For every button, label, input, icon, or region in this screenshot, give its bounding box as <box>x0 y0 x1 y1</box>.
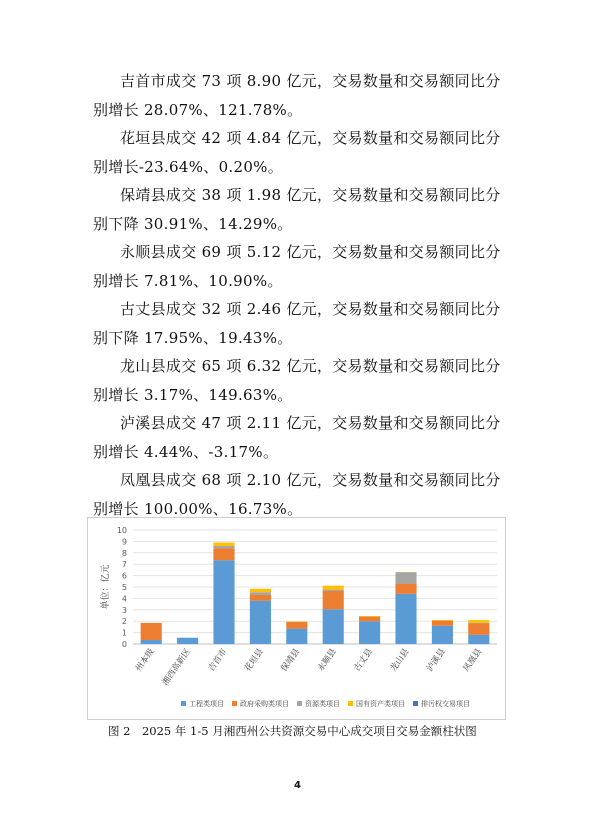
bar-segment <box>323 590 344 591</box>
y-tick-label: 9 <box>121 537 127 547</box>
bar-segment <box>213 560 234 644</box>
legend-label: 国有资产类项目 <box>356 700 405 708</box>
paragraph-line: 保靖县成交 38 项 1.98 亿元，交易数量和交易额同比分 <box>120 186 501 204</box>
paragraph-line: 泸溪县成交 47 项 2.11 亿元，交易数量和交易额同比分 <box>120 414 501 432</box>
category-label: 永顺县 <box>315 646 339 674</box>
y-axis-label: 单位：亿元 <box>101 564 111 610</box>
category-label: 州本级 <box>133 646 157 674</box>
paragraph-fenghuang <box>93 466 513 523</box>
y-tick-label: 6 <box>121 571 127 581</box>
y-tick-label: 5 <box>121 583 127 592</box>
paragraph-luxi <box>93 409 513 466</box>
bar-segment <box>286 622 307 629</box>
legend-swatch <box>232 701 237 706</box>
bar-segment <box>323 591 344 609</box>
y-tick-label: 7 <box>121 560 127 570</box>
legend-swatch <box>348 701 353 706</box>
bar-segment <box>141 640 162 644</box>
stacked-bar-chart <box>87 517 506 720</box>
category-label: 凤凰县 <box>461 646 485 674</box>
category-label: 泸溪县 <box>425 646 448 674</box>
paragraph-huayuan <box>93 124 513 181</box>
paragraph-line: 永顺县成交 69 项 5.12 亿元，交易数量和交易额同比分 <box>120 243 501 261</box>
paragraph-line: 吉首市成交 73 项 8.90 亿元，交易数量和交易额同比分 <box>120 72 501 90</box>
paragraph-line: 凤凰县成交 68 项 2.10 亿元，交易数量和交易额同比分 <box>120 471 501 489</box>
bar-segment <box>286 629 307 644</box>
legend-label: 资源类项目 <box>305 700 340 708</box>
paragraph-guzhang <box>93 295 513 352</box>
paragraph-line: 别增长 7.81%、10.90%。 <box>93 271 283 290</box>
category-label: 保靖县 <box>279 646 303 674</box>
bar-segment <box>323 609 344 644</box>
bar-segment <box>395 572 416 583</box>
bar-segment <box>432 620 453 621</box>
paragraph-longshan <box>93 352 513 409</box>
bar-segment <box>250 592 271 595</box>
category-label: 古丈县 <box>352 646 376 674</box>
legend-swatch <box>181 701 186 706</box>
paragraph-line: 别增长 4.44%、-3.17%。 <box>93 442 279 461</box>
bar-segment <box>359 617 380 622</box>
paragraph-line: 别增长 100.00%、16.73%。 <box>93 499 303 518</box>
category-label: 吉首市 <box>206 646 230 674</box>
bar-segment <box>141 623 162 640</box>
paragraph-baojing <box>93 181 513 238</box>
bar-segment <box>468 623 489 634</box>
category-label: 龙山县 <box>388 646 412 674</box>
paragraph-jishou <box>93 67 513 124</box>
bar-segment <box>468 635 489 644</box>
paragraph-line: 别增长 28.07%、121.78%。 <box>93 100 303 119</box>
y-tick-label: 4 <box>121 594 127 604</box>
bar-segment <box>468 620 489 623</box>
figure-caption: 图 2 2025 年 1-5 月湘西州公共资源交易中心成交项目交易金额柱状图 <box>108 724 477 738</box>
legend-label: 政府采购类项目 <box>240 700 289 708</box>
y-tick-label: 10 <box>116 526 127 535</box>
bar-segment <box>432 626 453 644</box>
legend-swatch <box>297 701 302 706</box>
bar-segment <box>213 548 234 560</box>
chart-canvas <box>88 518 505 719</box>
y-tick-label: 3 <box>121 605 127 615</box>
bar-segment <box>468 623 489 624</box>
legend-label: 排污权交易项目 <box>421 700 470 708</box>
paragraph-yongshun <box>93 238 513 295</box>
bar-segment <box>359 616 380 617</box>
paragraph-line: 别增长 3.17%、149.63%。 <box>93 385 293 404</box>
paragraph-line: 花垣县成交 42 项 4.84 亿元，交易数量和交易额同比分 <box>120 129 501 147</box>
bar-segment <box>395 584 416 594</box>
bar-segment <box>395 594 416 644</box>
bar-segment <box>432 621 453 626</box>
y-tick-label: 8 <box>121 548 127 558</box>
page-number: 4 <box>294 780 301 791</box>
legend-swatch <box>413 701 418 706</box>
legend-label: 工程类项目 <box>189 700 224 708</box>
paragraph-line: 别增长-23.64%、0.20%。 <box>93 157 284 176</box>
bar-segment <box>250 589 271 592</box>
paragraph-line: 龙山县成交 65 项 6.32 亿元，交易数量和交易额同比分 <box>120 357 501 375</box>
bar-segment <box>177 638 198 644</box>
bar-segment <box>250 601 271 644</box>
bar-segment <box>323 586 344 590</box>
paragraph-line: 别下降 17.95%、19.43%。 <box>93 328 293 347</box>
category-label: 湘西高新区 <box>160 646 194 688</box>
bar-segment <box>213 543 234 546</box>
y-tick-label: 0 <box>121 640 127 649</box>
bar-segment <box>213 546 234 548</box>
bar-segment <box>250 595 271 601</box>
paragraph-line: 别下降 30.91%、14.29%。 <box>93 214 293 233</box>
paragraph-line: 古丈县成交 32 项 2.46 亿元，交易数量和交易额同比分 <box>120 300 501 318</box>
y-tick-label: 2 <box>121 617 127 627</box>
category-label: 花垣县 <box>243 646 266 674</box>
y-tick-label: 1 <box>121 628 127 638</box>
bar-segment <box>359 621 380 644</box>
